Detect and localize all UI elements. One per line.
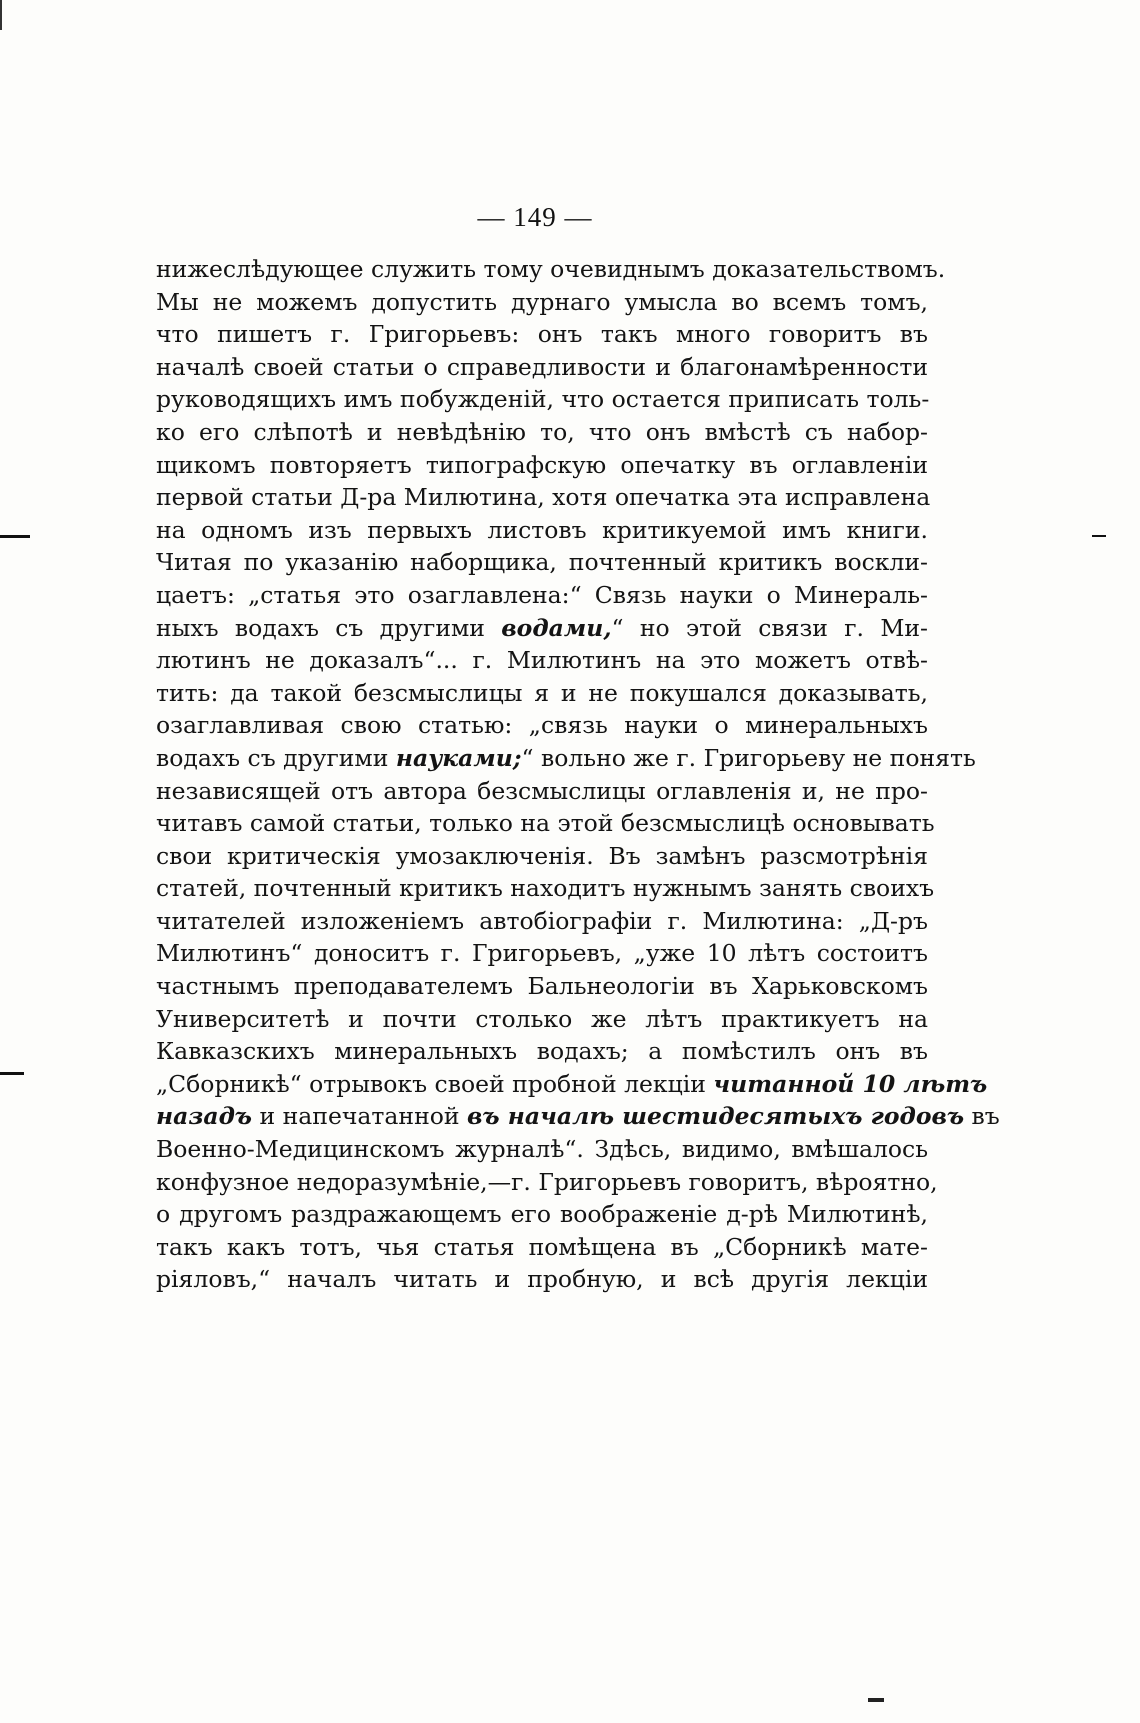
- text-segment: „Сборникѣ“ отрывокъ своей пробной лекціи: [156, 1069, 714, 1098]
- text-line: Университетѣ и почти столько же лѣтъ практикуетъ на: [156, 1004, 928, 1033]
- right-margin-mark: [1092, 535, 1106, 537]
- text-segment: и напечатанной: [252, 1102, 468, 1131]
- text-line: Мы не можемъ допустить дурнаго умысла во всемъ томъ,: [156, 287, 928, 316]
- text-segment: въ: [964, 1102, 1000, 1131]
- text-line: первой статьи Д-ра Милютина, хотя опечатка эта исправлена: [156, 483, 931, 512]
- text-line: [156, 1068, 988, 1101]
- text-line: нижеслѣдующее служить тому очевиднымъ доказательствомъ.: [156, 255, 946, 283]
- left-margin-mark-bottom: [0, 1072, 24, 1075]
- text-line: на одномъ изъ первыхъ листовъ критикуемой имъ книги.: [156, 515, 928, 544]
- text-line: лютинъ не доказалъ“... г. Милютинъ на это можетъ отвѣ-: [156, 646, 928, 675]
- text-line: ріяловъ,“ началъ читать и пробную, и всѣ другія лекціи: [156, 1265, 928, 1294]
- text-line: руководящихъ имъ побужденій, что остается приписать толь-: [156, 385, 930, 414]
- text-line: озаглавливая свою статью: „связь науки о минеральныхъ: [156, 711, 928, 740]
- text-line: статей, почтенный критикъ находитъ нужнымъ занять своихъ: [156, 874, 935, 903]
- text-segment: “ но этой связи г. Ми-: [611, 613, 928, 642]
- text-segment: водахъ съ другими: [156, 743, 396, 772]
- text-line: ко его слѣпотѣ и невѣдѣнію то, что онъ вмѣстѣ съ набор-: [156, 417, 928, 446]
- italic-emphasis: науками;: [395, 743, 522, 772]
- italic-emphasis: назадъ: [156, 1102, 253, 1131]
- left-margin-mark-top: [0, 535, 30, 538]
- text-line: [156, 742, 976, 775]
- text-line: читавъ самой статьи, только на этой безсмыслицѣ основывать: [156, 809, 935, 838]
- page-number: — 149 —: [477, 202, 593, 232]
- text-line: щикомъ повторяетъ типографскую опечатку въ оглавленіи: [156, 450, 928, 479]
- text-line: конфузное недоразумѣніе,—г. Григорьевъ говоритъ, вѣроятно,: [156, 1167, 938, 1196]
- text-line: независящей отъ автора безсмыслицы оглавленія и, не про-: [156, 776, 928, 805]
- text-line: Читая по указанію наборщика, почтенный критикъ воскли-: [156, 548, 928, 577]
- page-body-text: [156, 253, 1000, 1296]
- text-line: Военно-Медицинскомъ журналѣ“. Здѣсь, видимо, вмѣшалось: [156, 1135, 928, 1164]
- text-line: такъ какъ тотъ, чья статья помѣщена въ „Сборникѣ мате-: [156, 1232, 928, 1261]
- text-line: о другомъ раздражающемъ его воображеніе д-рѣ Милютинѣ,: [156, 1200, 928, 1229]
- text-line: Милютинъ“ доноситъ г. Григорьевъ, „уже 10 лѣтъ состоитъ: [156, 939, 928, 968]
- page-edge-mark: [0, 0, 2, 30]
- text-line: [156, 1100, 1000, 1133]
- text-line: частнымъ преподавателемъ Бальнеологіи въ Харьковскомъ: [156, 972, 928, 1001]
- text-line: что пишетъ г. Григорьевъ: онъ такъ много говоритъ въ: [156, 320, 928, 349]
- italic-emphasis: въ началѣ шестидесятыхъ годовъ: [467, 1102, 965, 1131]
- text-line: свои критическія умозаключенія. Въ замѣнъ разсмотрѣнія: [156, 841, 928, 870]
- text-line: Кавказскихъ минеральныхъ водахъ; а помѣстилъ онъ въ: [156, 1037, 928, 1066]
- text-segment: “ вольно же г. Григорьеву не понять: [521, 743, 976, 772]
- italic-emphasis: водами,: [501, 613, 612, 642]
- text-line: началѣ своей статьи о справедливости и благонамѣренности: [156, 352, 928, 381]
- text-line: цаетъ: „статья это озаглавлена:“ Связь науки о Минераль-: [156, 580, 928, 609]
- text-line: тить: да такой безсмыслицы я и не покушался доказывать,: [156, 678, 928, 707]
- italic-emphasis: читанной 10 лѣтъ: [713, 1069, 988, 1098]
- text-segment: ныхъ водахъ съ другими: [156, 613, 502, 642]
- corner-print-mark: [868, 1698, 884, 1702]
- text-line: [156, 612, 928, 645]
- text-line: читателей изложеніемъ автобіографіи г. Милютина: „Д-ръ: [156, 906, 928, 935]
